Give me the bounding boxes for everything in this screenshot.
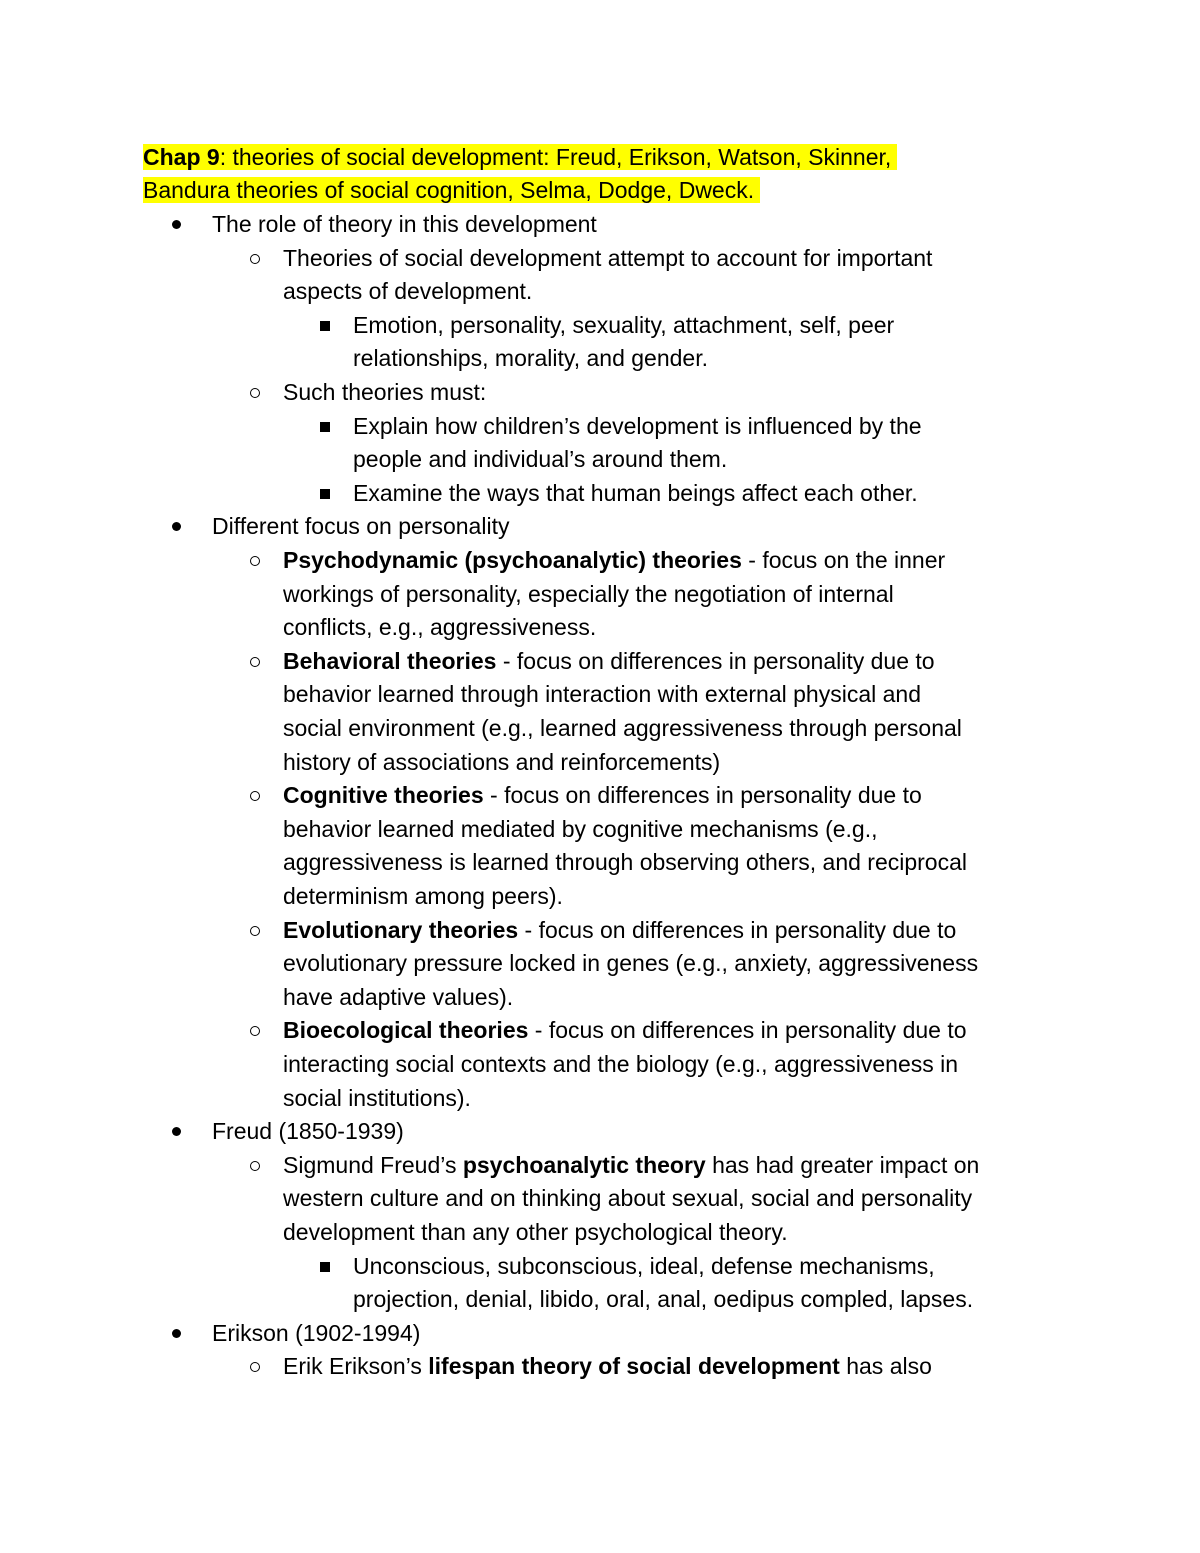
- line-text: Unconscious, subconscious, ideal, defense mechanisms,: [353, 1252, 935, 1279]
- list-item-line: [283, 578, 894, 610]
- line-text: Sigmund Freud’s: [283, 1151, 463, 1178]
- list-item-line: [283, 1048, 958, 1080]
- line-text: - focus on differences in personality due to: [483, 782, 922, 809]
- line-text: western culture and on thinking about sexual, social and personality: [283, 1185, 973, 1212]
- bold-term: lifespan theory of social development: [428, 1353, 840, 1380]
- line-text: Freud (1850-1939): [212, 1118, 404, 1145]
- line-text: Such theories must:: [283, 379, 487, 405]
- bullet-disc-icon: [172, 1127, 181, 1136]
- bullet-circle-icon: [250, 1362, 260, 1372]
- line-text: Erik Erikson’s: [283, 1353, 429, 1380]
- line-text: Theories of social development attempt to account for important: [283, 244, 933, 271]
- bullet-circle-icon: [250, 388, 260, 398]
- line-text: Examine the ways that human beings affect each other.: [353, 479, 918, 506]
- list-item-line: [212, 510, 509, 542]
- list-item-line: [283, 645, 935, 677]
- list-item-line: [283, 1182, 972, 1214]
- bold-term: Cognitive theories: [283, 782, 484, 809]
- title-highlight-2: [143, 177, 760, 203]
- list-item-line: [353, 1250, 935, 1282]
- line-text: people and individual’s around them.: [353, 446, 728, 473]
- line-text: interacting social contexts and the biology (e.g., aggressiveness in: [283, 1051, 959, 1077]
- line-text: has had greater impact on: [705, 1151, 980, 1178]
- list-item-line: [212, 208, 597, 240]
- line-text: conflicts, e.g., aggressiveness.: [283, 614, 597, 641]
- list-item-line: [353, 342, 708, 374]
- document-title-line-1: [143, 141, 897, 173]
- line-text: has also: [839, 1353, 932, 1380]
- line-text: The role of theory in this development: [212, 211, 597, 237]
- list-item-line: [283, 678, 921, 710]
- list-item-line: [283, 746, 720, 778]
- line-text: workings of personality, especially the negotiation of internal: [283, 580, 894, 607]
- bullet-square-icon: [320, 321, 330, 331]
- list-item-line: [283, 1149, 979, 1181]
- list-item-line: [283, 914, 956, 946]
- line-text: - focus on differences in personality due to: [518, 916, 957, 943]
- list-item-line: [283, 712, 962, 744]
- line-text: aggressiveness is learned through observing others, and reciprocal: [283, 849, 968, 876]
- line-text: behavior learned through interaction with external physical and: [283, 681, 922, 708]
- title-text-2: Bandura theories of social cognition, Selma, Dodge, Dweck.: [143, 177, 755, 203]
- list-item-line: [283, 846, 967, 878]
- bold-term: Evolutionary theories: [283, 916, 519, 943]
- list-item-line: [283, 880, 563, 912]
- list-item-line: [283, 1082, 471, 1114]
- line-text: Emotion, personality, sexuality, attachment, self, peer: [353, 311, 895, 338]
- line-text: relationships, morality, and gender.: [353, 345, 708, 372]
- list-item-line: [283, 242, 932, 274]
- bullet-circle-icon: [250, 556, 260, 566]
- line-text: Erikson (1902-1994): [212, 1319, 421, 1346]
- list-item-line: [353, 477, 918, 509]
- document-title-line-2: [143, 174, 760, 206]
- line-text: social institutions).: [283, 1084, 471, 1111]
- chapter-label: Chap 9: [143, 144, 220, 170]
- line-text: development than any other psychological theory.: [283, 1219, 788, 1245]
- list-item-line: [212, 1317, 420, 1349]
- list-item-line: [283, 1216, 788, 1248]
- title-highlight-1: [143, 144, 897, 170]
- bullet-disc-icon: [172, 1329, 181, 1338]
- bullet-circle-icon: [250, 657, 260, 667]
- list-item-line: [353, 1283, 973, 1315]
- line-text: behavior learned mediated by cognitive mechanisms (e.g.,: [283, 815, 878, 842]
- bold-term: Behavioral theories: [283, 647, 497, 674]
- bold-term: Bioecological theories: [283, 1017, 529, 1044]
- line-text: - focus on differences in personality due to: [496, 647, 935, 674]
- bullet-disc-icon: [172, 522, 181, 531]
- list-item-line: [283, 1350, 932, 1382]
- bullet-disc-icon: [172, 220, 181, 229]
- list-item-line: [283, 779, 922, 811]
- bullet-square-icon: [320, 489, 330, 499]
- bullet-circle-icon: [250, 1026, 260, 1036]
- line-text: determinism among peers).: [283, 883, 563, 909]
- line-text: - focus on differences in personality due to: [528, 1017, 967, 1044]
- bullet-circle-icon: [250, 926, 260, 936]
- line-text: Explain how children’s development is influenced by the: [353, 412, 922, 439]
- bullet-square-icon: [320, 1262, 330, 1272]
- line-text: - focus on the inner: [741, 547, 946, 573]
- list-item-line: [283, 947, 978, 979]
- list-item-line: [283, 275, 532, 307]
- list-item-line: [283, 813, 878, 845]
- bullet-circle-icon: [250, 254, 260, 264]
- line-text: have adaptive values).: [283, 983, 514, 1010]
- list-item-line: [283, 1014, 967, 1046]
- list-item-line: [212, 1115, 404, 1147]
- list-item-line: [353, 410, 922, 442]
- list-item-line: [353, 443, 727, 475]
- list-item-line: [283, 376, 486, 408]
- bullet-circle-icon: [250, 1161, 260, 1171]
- line-text: Different focus on personality: [212, 513, 510, 540]
- list-item-line: [283, 544, 945, 576]
- line-text: projection, denial, libido, oral, anal, oedipus compled, lapses.: [353, 1286, 974, 1313]
- line-text: history of associations and reinforcements): [283, 748, 721, 775]
- list-item-line: [353, 309, 894, 341]
- title-text-1: : theories of social development: Freud, Erikson, Watson, Skinner,: [219, 144, 892, 170]
- bold-term: Psychodynamic (psychoanalytic) theories: [283, 547, 742, 573]
- list-item-line: [283, 981, 513, 1013]
- line-text: social environment (e.g., learned aggressiveness through personal: [283, 715, 962, 741]
- bullet-square-icon: [320, 422, 330, 432]
- list-item-line: [283, 611, 596, 643]
- bold-term: psychoanalytic theory: [462, 1151, 706, 1178]
- bullet-circle-icon: [250, 791, 260, 801]
- line-text: aspects of development.: [283, 278, 533, 305]
- line-text: evolutionary pressure locked in genes (e.g., anxiety, aggressiveness: [283, 950, 979, 977]
